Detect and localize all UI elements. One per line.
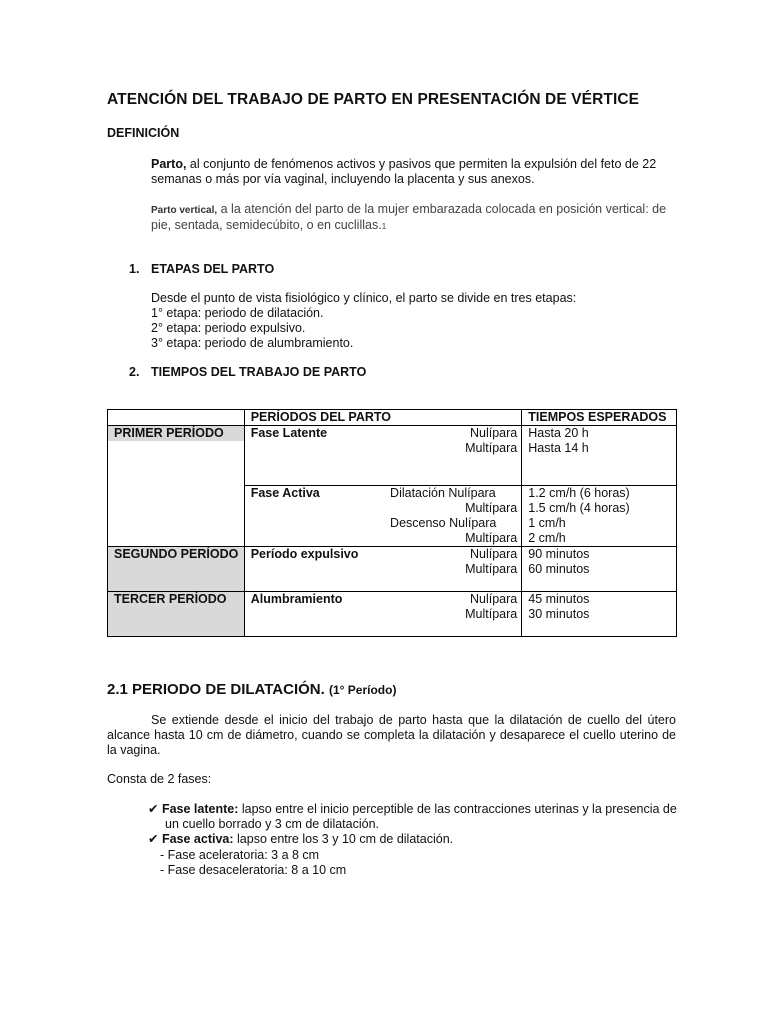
subphase-item: - Fase desaceleratoria: 8 a 10 cm (160, 863, 347, 877)
tercer-periodo-cell: TERCER PERÍODO (108, 592, 245, 637)
subphases-list (160, 848, 346, 878)
parto-vertical-definition (151, 202, 671, 234)
check-icon: ✔ (148, 802, 159, 816)
fase-latente-types (384, 426, 522, 486)
table-row (108, 592, 677, 637)
check-icon: ✔ (148, 832, 159, 846)
type-label: Nulípara (470, 426, 518, 440)
section-2-1-subtitle: (1° Período) (328, 683, 397, 697)
alumbramiento-types (384, 592, 522, 637)
stage-item: 3° etapa: periodo de alumbramiento. (151, 336, 354, 350)
type-label: Nulípara (470, 592, 518, 606)
table-header-empty (108, 410, 245, 426)
stages-list (151, 291, 576, 351)
fase-latente-cell: Fase Latente (244, 426, 384, 486)
type-label: Multípara (465, 562, 518, 576)
table-row (108, 426, 677, 486)
time-value: 30 minutos (528, 607, 590, 621)
type-label: Dilatación Nulípara (390, 486, 496, 500)
fase-latente-times (522, 426, 677, 486)
document-title: ATENCIÓN DEL TRABAJO DE PARTO EN PRESENTACIÓN DE VÉRTICE (107, 91, 640, 108)
stages-intro: Desde el punto de vista fisiológico y clínico, el parto se divide en tres etapas: (151, 291, 577, 305)
section-1-heading (129, 262, 274, 276)
primer-periodo-label: PRIMER PERÍODO (108, 426, 244, 441)
time-value: 1.5 cm/h (4 horas) (528, 501, 630, 515)
type-label: Multípara (465, 501, 518, 515)
phase-item-latente (148, 802, 678, 832)
fase-activa-types (384, 486, 522, 547)
footnote-marker: 1 (381, 222, 387, 231)
definition-heading: DEFINICIÓN (107, 126, 180, 140)
time-value: 90 minutos (528, 547, 590, 561)
time-value: 45 minutos (528, 592, 590, 606)
stage-item: 1° etapa: periodo de dilatación. (151, 306, 324, 320)
phases-list (148, 802, 678, 847)
section-2-heading (129, 365, 366, 379)
segundo-periodo-cell: SEGUNDO PERÍODO (108, 547, 245, 592)
fase-activa-times (522, 486, 677, 547)
parto-vertical-text: a la atención del parto de la mujer embarazada colocada en posición vertical: de pie, sentada, semidecúbito, o en cuclillas. (151, 202, 667, 232)
alumbramiento-cell: Alumbramiento (244, 592, 384, 637)
phase-term: Fase latente: (161, 802, 239, 816)
type-label: Multípara (465, 531, 518, 545)
stage-item: 2° etapa: periodo expulsivo. (151, 321, 306, 335)
labor-times-table (107, 409, 677, 637)
phase-text: lapso entre el inicio perceptible de las contracciones uterinas y la presencia de un cuello borrado y 3 cm de dilatación. (165, 802, 677, 831)
expulsivo-times (522, 547, 677, 592)
time-value: Hasta 20 h (528, 426, 589, 440)
primer-periodo-cell (108, 426, 245, 547)
phase-term: Fase activa: (161, 832, 234, 846)
type-label: Nulípara (470, 547, 518, 561)
time-value: Hasta 14 h (528, 441, 589, 455)
section-2-title: TIEMPOS DEL TRABAJO DE PARTO (151, 365, 367, 379)
section-2-1-heading (107, 681, 396, 698)
time-value: 1.2 cm/h (6 horas) (528, 486, 630, 500)
parto-vertical-term: Parto vertical, (151, 205, 218, 216)
phases-intro: Consta de 2 fases: (107, 772, 212, 786)
phase-item-activa (148, 832, 678, 847)
time-value: 2 cm/h (528, 531, 566, 545)
dilatation-text: Se extiende desde el inicio del trabajo de parto hasta que la dilatación de cuello del útero alcance hasta 10 cm de diámetro, cuando se completa la dilatación y desaparece el cuello uterino de la vagina. (107, 713, 676, 757)
periodo-expulsivo-cell: Período expulsivo (244, 547, 384, 592)
section-1-number: 1. (129, 262, 140, 276)
table-header-times: TIEMPOS ESPERADOS (522, 410, 677, 426)
table-row (108, 547, 677, 592)
type-label: Descenso Nulípara (390, 516, 497, 530)
table-header-periods: PERÍODOS DEL PARTO (244, 410, 522, 426)
table-header-row (108, 410, 677, 426)
expulsivo-types (384, 547, 522, 592)
section-1-title: ETAPAS DEL PARTO (151, 262, 275, 276)
alumbramiento-times (522, 592, 677, 637)
subphase-item: - Fase aceleratoria: 3 a 8 cm (160, 848, 320, 862)
type-label: Multípara (465, 607, 518, 621)
type-label: Multípara (465, 441, 518, 455)
parto-text: al conjunto de fenómenos activos y pasivos que permiten la expulsión del feto de 22 semanas o más por vía vaginal, incluyendo la placenta y sus anexos. (151, 157, 657, 186)
phase-text: lapso entre los 3 y 10 cm de dilatación. (233, 832, 454, 846)
section-2-number: 2. (129, 365, 140, 379)
time-value: 60 minutos (528, 562, 590, 576)
dilatation-paragraph (107, 713, 676, 758)
parto-term: Parto, (151, 157, 187, 171)
section-2-1-title: 2.1 PERIODO DE DILATACIÓN. (107, 681, 325, 698)
fase-activa-cell: Fase Activa (244, 486, 384, 547)
time-value: 1 cm/h (528, 516, 566, 530)
parto-definition (151, 157, 671, 187)
